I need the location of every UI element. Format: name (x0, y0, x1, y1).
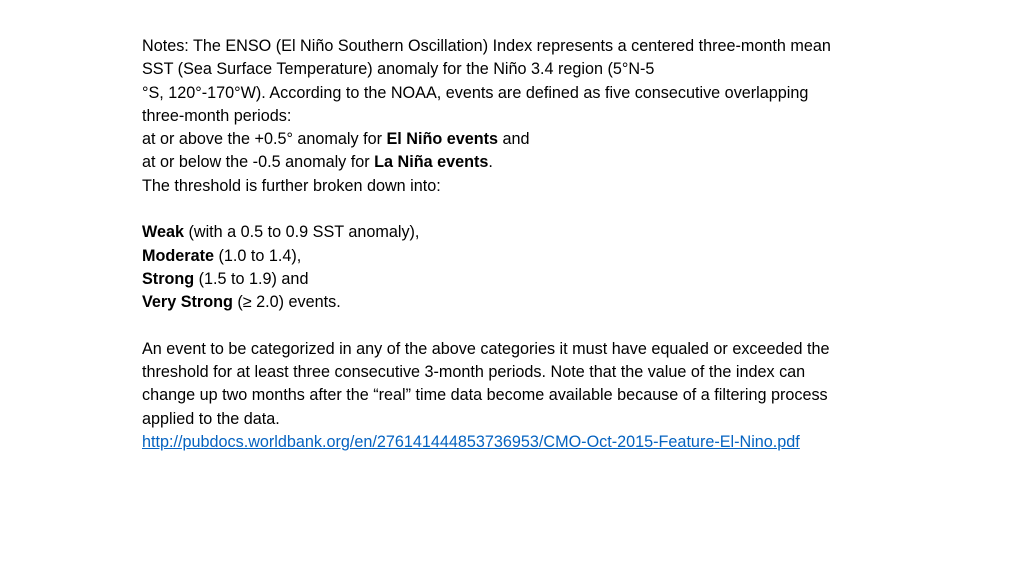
threshold-line: The threshold is further broken down into: (142, 176, 441, 195)
intro-line-2: SST (Sea Surface Temperature) anomaly for the Niño 3.4 region (5°N-5 (142, 60, 655, 79)
category-weak (142, 221, 922, 244)
spacer (142, 315, 922, 338)
category-desc: (≥ 2.0) events. (232, 293, 341, 312)
intro-line-3: °S, 120°-170°W). According to the NOAA, events are defined as five consecutive overlapping (142, 83, 809, 102)
source-link[interactable]: http://pubdocs.worldbank.org/en/276141444853736953/CMO-Oct-2015-Feature-El-Nino.pdf (142, 433, 800, 452)
closing-line-3: change up two months after the “real” time data become available because of a filtering process (142, 386, 828, 405)
category-strong (142, 268, 922, 291)
category-desc: (with a 0.5 to 0.9 SST anomaly), (184, 223, 420, 242)
category-desc: (1.5 to 1.9) and (194, 269, 309, 288)
el-nino-prefix: at or above the +0.5° anomaly for (142, 130, 387, 149)
category-name: Strong (142, 269, 195, 288)
category-desc: (1.0 to 1.4), (213, 246, 302, 265)
category-moderate (142, 245, 922, 268)
closing-line-4: applied to the data. (142, 409, 280, 428)
la-nina-term: La Niña events (374, 153, 489, 172)
notes-text-block (142, 35, 922, 454)
la-nina-suffix: . (488, 153, 493, 172)
closing-line-1: An event to be categorized in any of the above categories it must have equaled or exceeded the (142, 339, 830, 358)
la-nina-prefix: at or below the -0.5 anomaly for (142, 153, 375, 172)
category-very-strong (142, 291, 922, 314)
la-nina-definition (142, 151, 922, 174)
el-nino-definition (142, 128, 922, 151)
intro-line-1: Notes: The ENSO (El Niño Southern Oscillation) Index represents a centered three-month mean (142, 37, 831, 55)
spacer (142, 198, 922, 221)
source-line (142, 431, 922, 454)
el-nino-suffix: and (498, 130, 530, 149)
el-nino-term: El Niño events (386, 130, 499, 149)
category-name: Very Strong (142, 293, 233, 312)
intro-line-4: three-month periods: (142, 106, 292, 125)
category-name: Weak (142, 223, 184, 242)
closing-line-2: threshold for at least three consecutive 3-month periods. Note that the value of the index can (142, 363, 806, 382)
category-name: Moderate (142, 246, 214, 265)
